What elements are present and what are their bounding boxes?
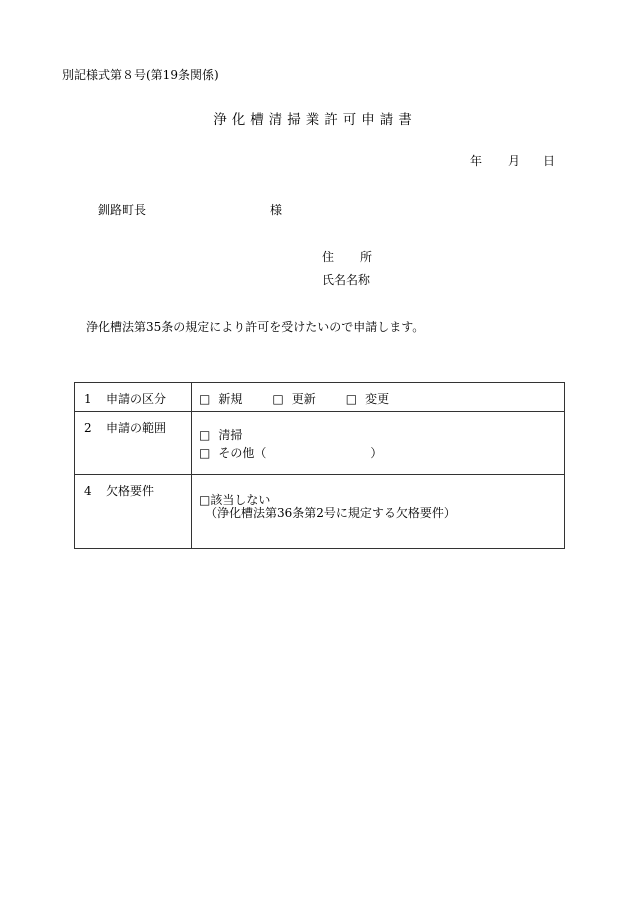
option-other[interactable] bbox=[199, 444, 564, 462]
category-options-cell bbox=[192, 383, 565, 412]
scope-label-cell bbox=[75, 412, 192, 475]
row-number: 2 bbox=[84, 421, 92, 435]
disqualification-note: （浄化槽法第36条第2号に規定する欠格要件） bbox=[205, 506, 456, 520]
row-number: 4 bbox=[84, 484, 92, 498]
application-statement: 浄化槽法第35条の規定により許可を受けたいので申請します。 bbox=[86, 320, 425, 334]
address-label-char-1: 住 bbox=[322, 250, 335, 264]
close-paren: ） bbox=[370, 446, 383, 460]
checkbox-icon[interactable]: □ bbox=[199, 392, 211, 406]
option-label: 変更 bbox=[365, 392, 390, 406]
checkbox-icon[interactable]: □ bbox=[272, 392, 284, 406]
date-day-label: 日 bbox=[543, 154, 556, 168]
checkbox-icon[interactable]: □ bbox=[345, 392, 358, 406]
date-month-label: 月 bbox=[508, 154, 521, 168]
checkbox-icon[interactable]: □ bbox=[199, 446, 211, 460]
option-label: その他（ bbox=[218, 446, 267, 460]
document-title: 浄化槽清掃業許可申請書 bbox=[213, 112, 417, 128]
table-row-category bbox=[75, 383, 565, 412]
table-row-scope bbox=[75, 412, 565, 475]
option-label: 清掃 bbox=[218, 428, 243, 442]
option-change[interactable] bbox=[346, 390, 389, 407]
address-label-char-2: 所 bbox=[360, 250, 373, 264]
option-label: 更新 bbox=[291, 392, 316, 406]
table-row-disqualification bbox=[75, 475, 565, 549]
name-label: 氏名名称 bbox=[322, 273, 371, 287]
row-label: 申請の区分 bbox=[106, 392, 167, 406]
checkbox-icon[interactable]: □ bbox=[199, 493, 211, 507]
option-renewal[interactable] bbox=[272, 390, 315, 407]
checkbox-icon[interactable]: □ bbox=[199, 428, 211, 442]
application-table bbox=[74, 382, 565, 549]
option-new[interactable] bbox=[199, 390, 242, 407]
disqualification-options-cell bbox=[192, 475, 565, 549]
disqualification-label-cell bbox=[75, 475, 192, 549]
address-label bbox=[322, 248, 372, 265]
row-label: 申請の範囲 bbox=[106, 421, 167, 435]
category-label-cell bbox=[75, 383, 192, 412]
row-number: 1 bbox=[84, 392, 92, 406]
form-identifier: 別記様式第８号(第19条関係) bbox=[62, 68, 219, 82]
scope-options-cell bbox=[192, 412, 565, 475]
addressee-honorific: 様 bbox=[270, 203, 283, 217]
option-cleaning[interactable] bbox=[199, 426, 564, 444]
row-label: 欠格要件 bbox=[106, 484, 155, 498]
option-label: 該当しない bbox=[210, 493, 271, 507]
addressee-name: 釧路町長 bbox=[98, 203, 147, 217]
date-year-label: 年 bbox=[470, 154, 483, 168]
option-label: 新規 bbox=[218, 392, 243, 406]
